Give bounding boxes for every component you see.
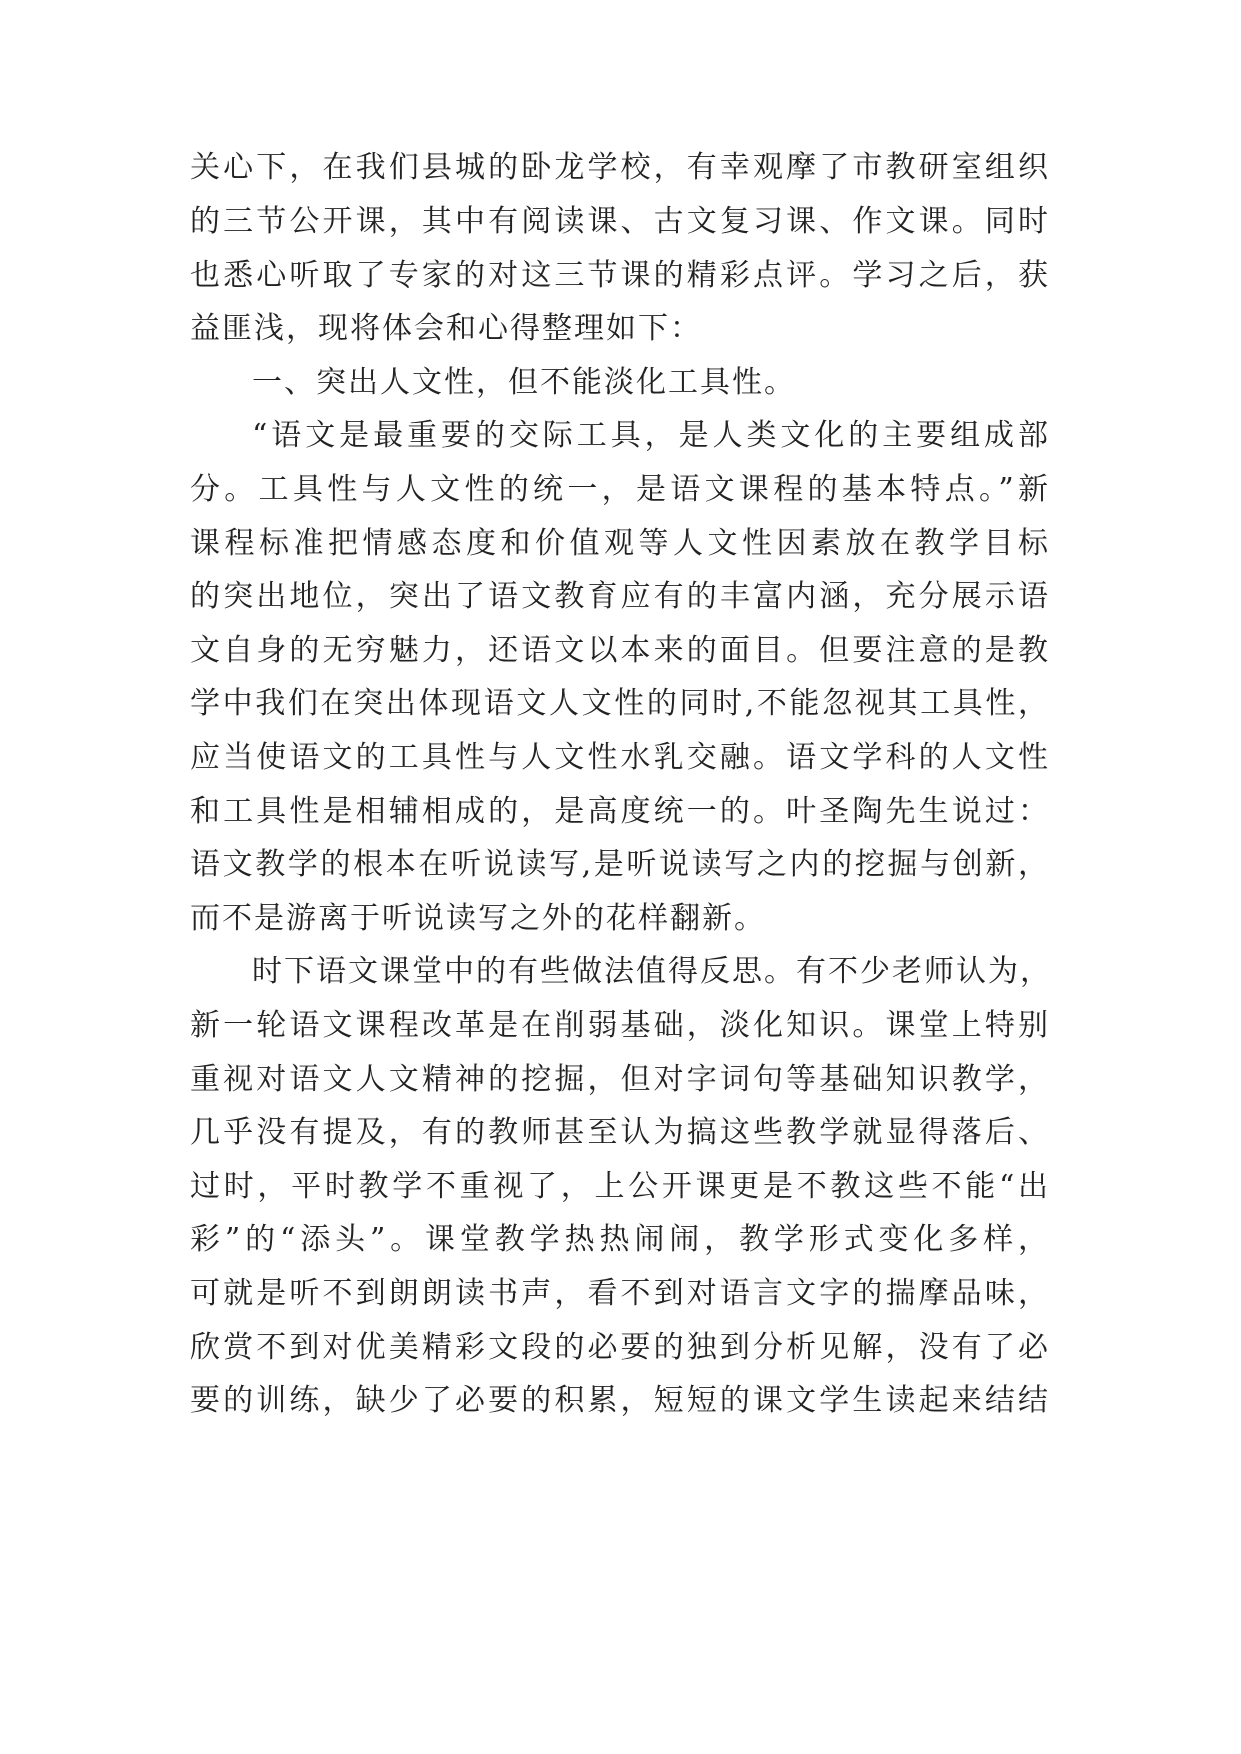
text-line-2: 的三节公开课，其中有阅读课、古文复习课、作文课。同时	[190, 204, 1050, 239]
text-line-6: “语文是最重要的交际工具，是人类文化的主要组成部	[252, 418, 1050, 453]
text-line-1: 关心下，在我们县城的卧龙学校，有幸观摩了市教研室组织	[190, 150, 1050, 185]
text-line-22: 可就是听不到朗朗读书声，看不到对语言文字的揣摩品味，	[190, 1276, 1050, 1311]
text-line-3: 也悉心听取了专家的对这三节课的精彩点评。学习之后，获	[190, 258, 1050, 293]
text-line-18: 重视对语文人文精神的挖掘，但对字词句等基础知识教学，	[190, 1062, 1050, 1097]
text-line-11: 学中我们在突出体现语文人文性的同时,不能忽视其工具性，	[190, 686, 1050, 721]
text-line-4: 益匪浅，现将体会和心得整理如下：	[190, 311, 702, 346]
text-line-16: 时下语文课堂中的有些做法值得反思。有不少老师认为，	[252, 954, 1052, 989]
text-line-23: 欣赏不到对优美精彩文段的必要的独到分析见解，没有了必	[190, 1330, 1050, 1365]
text-line-24: 要的训练，缺少了必要的积累，短短的课文学生读起来结结	[190, 1383, 1050, 1418]
section-heading: 一、突出人文性，但不能淡化工具性。	[252, 365, 796, 400]
text-line-20: 过时，平时教学不重视了，上公开课更是不教这些不能“出	[190, 1169, 1050, 1204]
text-line-19: 几乎没有提及，有的教师甚至认为搞这些教学就显得落后、	[190, 1115, 1050, 1150]
text-line-21: 彩”的“添头”。课堂教学热热闹闹，教学形式变化多样，	[190, 1222, 1050, 1257]
text-line-8: 课程标准把情感态度和价值观等人文性因素放在教学目标	[190, 526, 1050, 561]
text-line-9: 的突出地位，突出了语文教育应有的丰富内涵，充分展示语	[190, 579, 1050, 614]
text-line-17: 新一轮语文课程改革是在削弱基础，淡化知识。课堂上特别	[190, 1008, 1050, 1043]
text-line-10: 文自身的无穷魅力，还语文以本来的面目。但要注意的是教	[190, 633, 1050, 668]
text-line-14: 语文教学的根本在听说读写,是听说读写之内的挖掘与创新，	[190, 847, 1050, 882]
text-line-12: 应当使语文的工具性与人文性水乳交融。语文学科的人文性	[190, 740, 1050, 775]
text-line-15: 而不是游离于听说读写之外的花样翻新。	[190, 901, 766, 936]
text-line-7: 分。工具性与人文性的统一，是语文课程的基本特点。”新	[190, 472, 1050, 507]
text-line-13: 和工具性是相辅相成的，是高度统一的。叶圣陶先生说过：	[190, 794, 1050, 829]
